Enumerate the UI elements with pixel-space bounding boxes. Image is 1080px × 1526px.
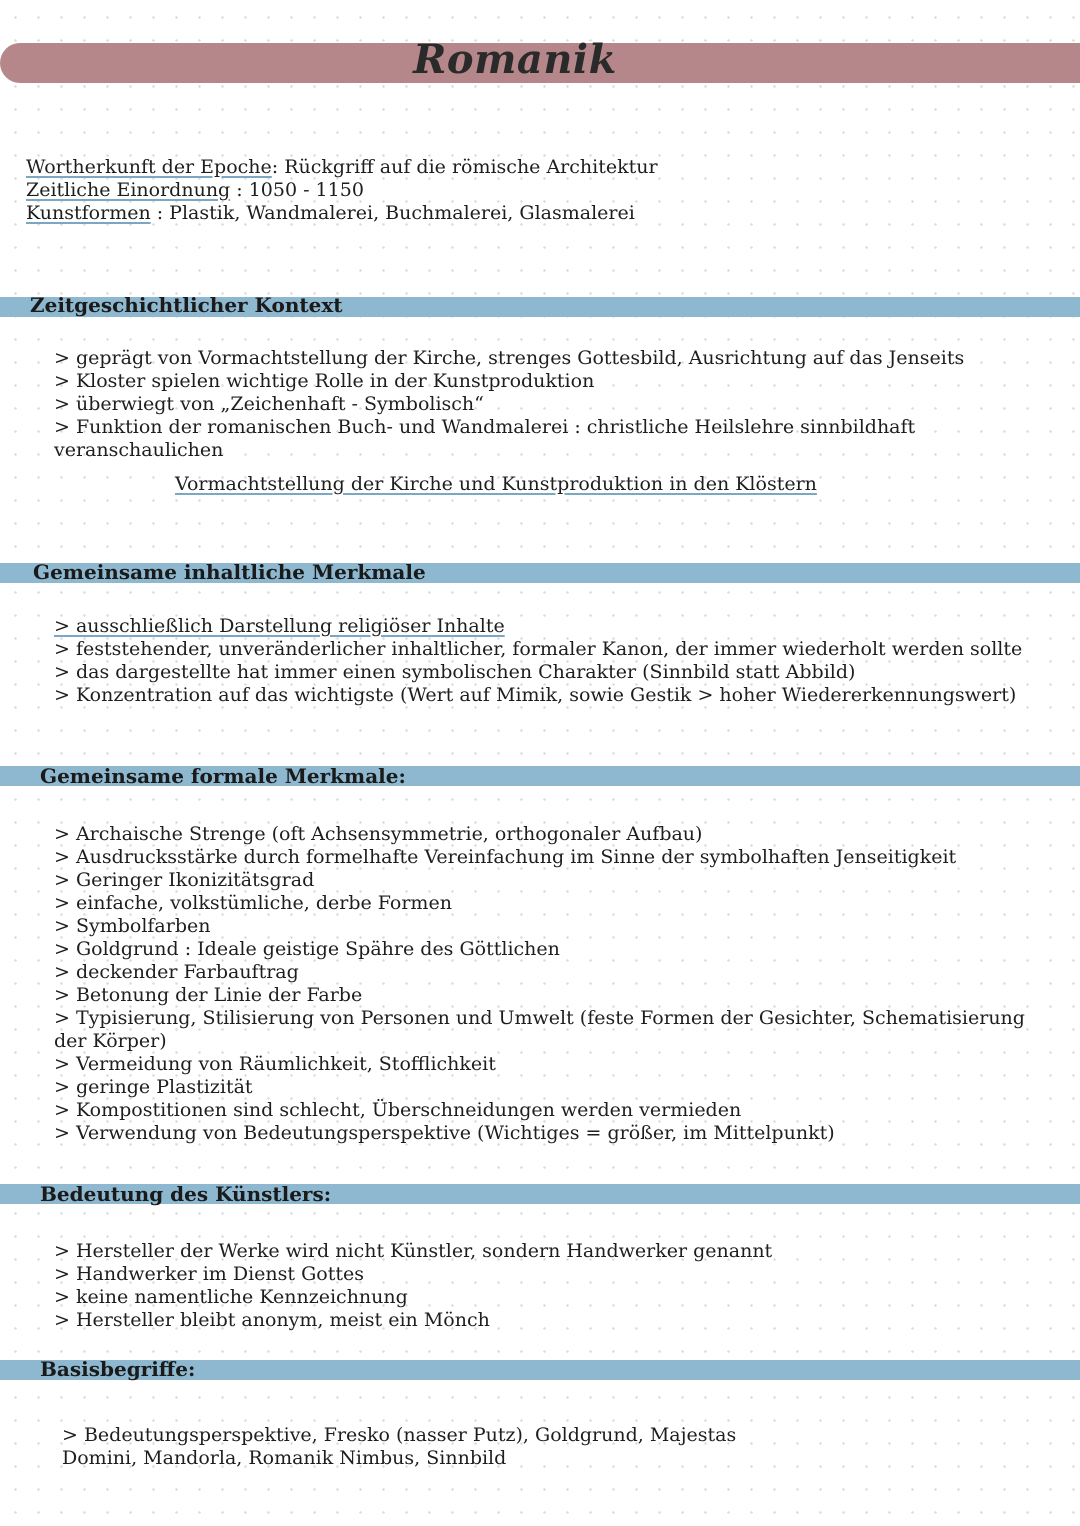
list-item: > Kloster spielen wichtige Rolle in der Kunstproduktion xyxy=(54,370,595,392)
section-heading-terms: Basisbegriffe: xyxy=(40,1357,196,1381)
list-item: > überwiegt von „Zeichenhaft - Symbolisch“ xyxy=(54,393,484,415)
list-item: > das dargestellte hat immer einen symbolischen Charakter (Sinnbild statt Abbild) xyxy=(54,661,856,683)
list-item: > deckender Farbauftrag xyxy=(54,961,299,983)
list-item: > Verwendung von Bedeutungsperspektive (Wichtiges = größer, im Mittelpunkt) xyxy=(54,1122,835,1144)
list-item: > Ausdrucksstärke durch formelhafte Vereinfachung im Sinne der symbolhaften Jenseitigkeit xyxy=(54,846,957,868)
list-item: > Betonung der Linie der Farbe xyxy=(54,984,363,1006)
intro-block xyxy=(26,156,658,225)
section-heading-context: Zeitgeschichtlicher Kontext xyxy=(30,293,343,317)
list-item: > keine namentliche Kennzeichnung xyxy=(54,1286,408,1308)
intro-origin xyxy=(26,156,658,179)
list-item: > geprägt von Vormachtstellung der Kirche, strenges Gottesbild, Ausrichtung auf das Jenseits xyxy=(54,347,965,369)
list-item: > Bedeutungsperspektive, Fresko (nasser Putz), Goldgrund, Majestas Domini, Mandorla, Romanik Nimbus, Sinnbild xyxy=(62,1424,737,1469)
section-heading-artist: Bedeutung des Künstlers: xyxy=(40,1182,332,1206)
list-item: > Archaische Strenge (oft Achsensymmetrie, orthogonaler Aufbau) xyxy=(54,823,703,845)
section-heading-formal: Gemeinsame formale Merkmale: xyxy=(40,764,406,788)
page-title: Romanik xyxy=(413,36,617,83)
list-item: > Hersteller bleibt anonym, meist ein Mönch xyxy=(54,1309,490,1331)
intro-art-forms xyxy=(26,202,658,225)
list-item: > Goldgrund : Ideale geistige Spähre des Göttlichen xyxy=(54,938,560,960)
list-item: > einfache, volkstümliche, derbe Formen xyxy=(54,892,452,914)
list-item: > geringe Plastizität xyxy=(54,1076,253,1098)
list-item: > Hersteller der Werke wird nicht Künstler, sondern Handwerker genannt xyxy=(54,1240,773,1262)
section-heading-content: Gemeinsame inhaltliche Merkmale xyxy=(33,560,426,584)
list-item xyxy=(54,615,1022,638)
intro-value: : 1050 - 1150 xyxy=(230,179,364,201)
highlighted-text: > ausschließlich Darstellung religiöser Inhalte xyxy=(54,615,505,637)
list-item: > Symbolfarben xyxy=(54,915,211,937)
section-list-formal xyxy=(54,823,1064,1145)
section-list-content xyxy=(54,615,1022,707)
list-item: > Geringer Ikonizitätsgrad xyxy=(54,869,315,891)
list-item: > Funktion der romanischen Buch- und Wandmalerei : christliche Heilslehre sinnbildhaft veranschaulichen xyxy=(54,416,916,461)
intro-label: Zeitliche Einordnung xyxy=(26,179,231,201)
section-summary: Vormachtstellung der Kirche und Kunstproduktion in den Klöstern xyxy=(175,473,817,495)
list-item: > Vermeidung von Räumlichkeit, Stofflichkeit xyxy=(54,1053,496,1075)
intro-value: : Plastik, Wandmalerei, Buchmalerei, Glasmalerei xyxy=(150,202,635,224)
list-item: > feststehender, unveränderlicher inhaltlicher, formaler Kanon, der immer wiederholt werden sollte xyxy=(54,638,1023,660)
list-item: > Handwerker im Dienst Gottes xyxy=(54,1263,364,1285)
list-item: > Kompostitionen sind schlecht, Überschneidungen werden vermieden xyxy=(54,1099,742,1121)
section-list-terms xyxy=(62,1424,762,1470)
intro-label: Wortherkunft der Epoche xyxy=(26,156,272,178)
list-item: > Konzentration auf das wichtigste (Wert auf Mimik, sowie Gestik > hoher Wiedererkennungswert) xyxy=(54,684,1017,706)
intro-value: : Rückgriff auf die römische Architektur xyxy=(271,156,658,178)
section-list-artist xyxy=(54,1240,772,1332)
intro-label: Kunstformen xyxy=(26,202,151,224)
section-list-context xyxy=(54,347,965,462)
intro-period xyxy=(26,179,658,202)
list-item: > Typisierung, Stilisierung von Personen und Umwelt (feste Formen der Gesichter, Schematisierung der Körper) xyxy=(54,1007,1025,1052)
